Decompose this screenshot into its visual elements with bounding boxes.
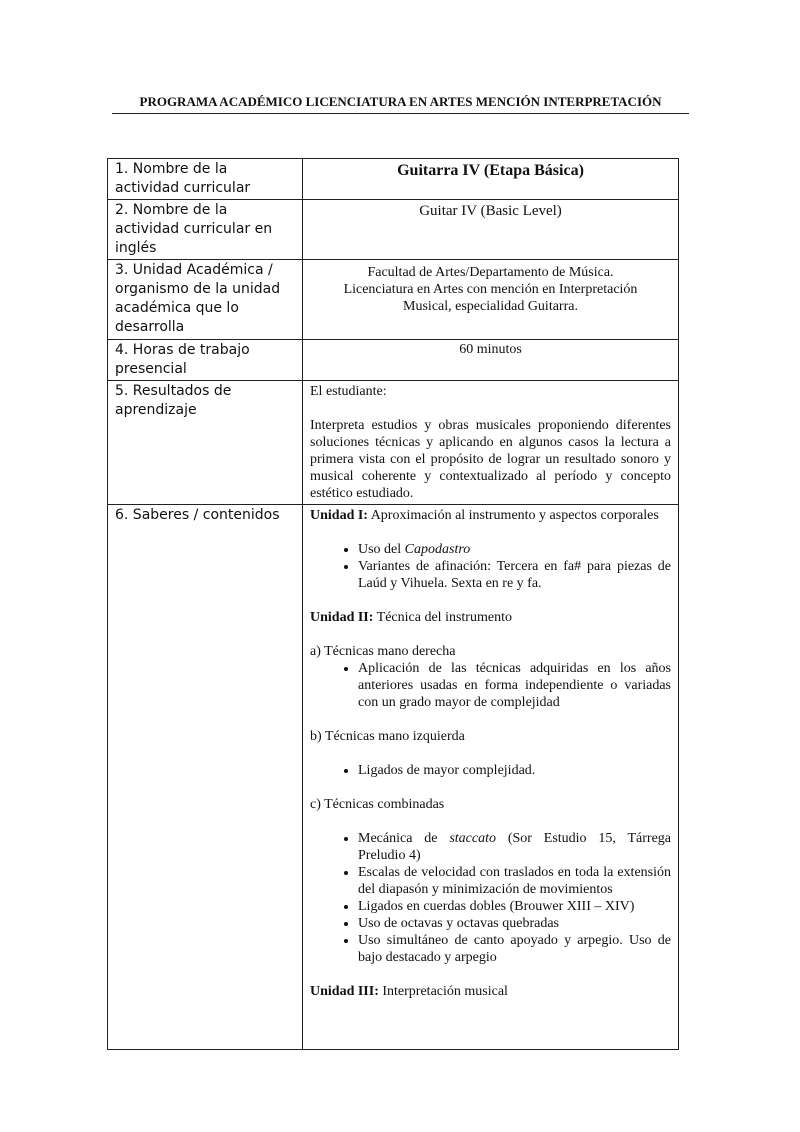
list-item: • Ligados de mayor complejidad. bbox=[358, 762, 671, 779]
hours-value: 60 minutos bbox=[459, 342, 522, 357]
list-item: • Ligados en cuerdas dobles (Brouwer XIII – XIV) bbox=[358, 898, 671, 915]
learning-outcomes-intro: El estudiante: bbox=[310, 384, 387, 399]
section-b-title: b) Técnicas mano izquierda bbox=[310, 729, 465, 744]
academic-unit-line-2: Licenciatura en Artes con mención en Interpretación bbox=[343, 282, 638, 297]
program-table bbox=[107, 158, 679, 1050]
unit-2-heading bbox=[310, 609, 671, 626]
row-label-academic-unit: 3. Unidad Académica / organismo de la unidad académica que lo desarrolla bbox=[108, 260, 303, 340]
unit-1-text: Aproximación al instrumento y aspectos corporales bbox=[367, 508, 659, 523]
unit-1-title: Unidad I: bbox=[310, 508, 368, 523]
academic-unit-line-3: Musical, especialidad Guitarra. bbox=[403, 299, 578, 314]
academic-unit-line-1: Facultad de Artes/Departamento de Música. bbox=[367, 265, 614, 280]
section-c-title: c) Técnicas combinadas bbox=[310, 797, 445, 812]
list-item: • Mecánica de staccato (Sor Estudio 15, Tárrega Preludio 4) bbox=[358, 830, 671, 864]
page-header-title: PROGRAMA ACADÉMICO LICENCIATURA EN ARTES MENCIÓN INTERPRETACIÓN bbox=[112, 94, 689, 114]
section-b-list bbox=[310, 762, 671, 779]
learning-outcomes-text: Interpreta estudios y obras musicales proponiendo diferentes soluciones técnicas y aplicando en algunos casos la lectura a primera vista con el propósito de lograr un resultado sonoro y musical coherente y contextualizado al período y concepto estético estudiado. bbox=[310, 418, 671, 501]
unit-1-heading bbox=[310, 507, 671, 524]
list-item: • Uso de octavas y octavas quebradas bbox=[358, 915, 671, 932]
learning-outcomes-cell bbox=[303, 381, 679, 505]
list-item: • Uso simultáneo de canto apoyado y arpegio. Uso de bajo destacado y arpegio bbox=[358, 932, 671, 966]
table-row bbox=[108, 340, 679, 381]
row-label-learning-outcomes: 5. Resultados de aprendizaje bbox=[108, 381, 303, 505]
list-item: • Aplicación de las técnicas adquiridas en los años anteriores usadas en forma independiente o variadas con un grado mayor de complejidad bbox=[358, 660, 671, 711]
section-c-list bbox=[310, 830, 671, 966]
row-label-contents: 6. Saberes / contenidos bbox=[108, 505, 303, 1050]
section-a-list bbox=[310, 660, 671, 711]
section-a-title: a) Técnicas mano derecha bbox=[310, 644, 456, 659]
activity-name-english: Guitar IV (Basic Level) bbox=[419, 203, 562, 219]
row-label-activity-name: 1. Nombre de la actividad curricular bbox=[108, 159, 303, 200]
table-row bbox=[108, 200, 679, 260]
table-row bbox=[108, 159, 679, 200]
hours-cell bbox=[303, 340, 679, 381]
unit-1-list bbox=[310, 541, 671, 592]
table-row bbox=[108, 381, 679, 505]
unit-2-text: Técnica del instrumento bbox=[373, 610, 512, 625]
table-row bbox=[108, 505, 679, 1050]
activity-name: Guitarra IV (Etapa Básica) bbox=[397, 162, 584, 179]
academic-unit-cell bbox=[303, 260, 679, 340]
list-item: • Variantes de afinación: Tercera en fa# para piezas de Laúd y Vihuela. Sexta en re y fa. bbox=[358, 558, 671, 592]
unit-3-text: Interpretación musical bbox=[378, 984, 508, 999]
unit-2-title: Unidad II: bbox=[310, 610, 374, 625]
unit-3-title: Unidad III: bbox=[310, 984, 379, 999]
list-item: • Uso del Capodastro bbox=[358, 541, 671, 558]
unit-3-heading bbox=[310, 983, 671, 1000]
row-label-hours: 4. Horas de trabajo presencial bbox=[108, 340, 303, 381]
table-row bbox=[108, 260, 679, 340]
activity-name-english-cell bbox=[303, 200, 679, 260]
row-label-activity-name-english: 2. Nombre de la actividad curricular en inglés bbox=[108, 200, 303, 260]
contents-cell bbox=[303, 505, 679, 1050]
activity-name-cell bbox=[303, 159, 679, 200]
list-item: • Escalas de velocidad con traslados en toda la extensión del diapasón y minimización de movimientos bbox=[358, 864, 671, 898]
capodastro-term: Capodastro bbox=[404, 542, 471, 557]
staccato-term: staccato bbox=[449, 831, 496, 846]
